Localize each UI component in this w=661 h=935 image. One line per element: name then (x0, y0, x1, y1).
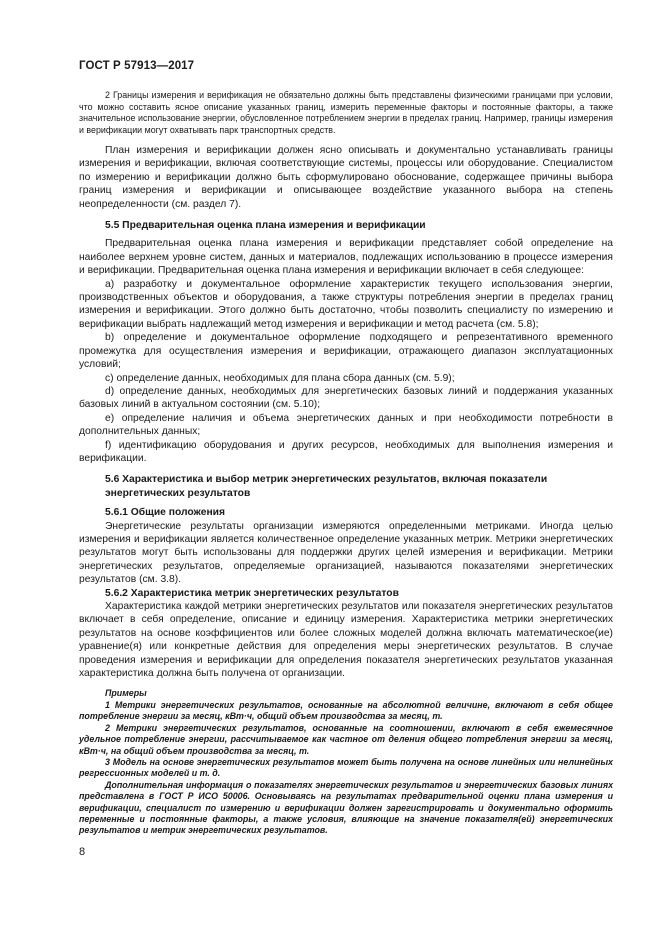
document-id: ГОСТ Р 57913—2017 (79, 60, 195, 72)
additional-info: Дополнительная информация о показателях энергетических результатов и энергетических базовых линиях представлена в ГОСТ Р ИСО 50006. Основываясь на результатах предварительной оценки плана измерения и верификации, специалист по измерению и верификации должен зарегистрировать и документально оформить переменные и постоянные факторы, а также условия, влияющие на значение показателя(ей) энергетических результатов и метрик энергетических результатов. (79, 779, 613, 836)
list-item: b) определение и документальное оформление подходящего и репрезентативного временного промежутка для осуществления измерения и верификации, отражающего диапазон эксплуатационных условий; (79, 332, 613, 371)
example-item: 1 Метрики энергетических результатов, основанные на абсолютной величине, включают в себя общее потребление энергии за месяц, кВт·ч, общий объем производства за месяц, т. (79, 699, 613, 722)
list-item: d) определение данных, необходимых для энергетических базовых линий и поддержания указанных базовых линий в актуальном состоянии (см. 5.10); (79, 385, 613, 411)
list-item: e) определение наличия и объема энергетических данных и при необходимости потребности в дополнительных данных; (79, 412, 613, 438)
list-item: c) определение данных, необходимых для плана сбора данных (см. 5.9); (105, 372, 455, 384)
section-5-5-heading: 5.5 Предварительная оценка плана измерения и верификации (105, 220, 426, 232)
note-2: 2 Границы измерения и верификация не обязательно должны быть представлены физическими границами при условии, что можно составить ясное описание указанных границ, измерить переменные факторы и постоянные факторы, а также значительное использование энергии, обусловленное потреблением энергии в пределах границ. Например, границы измерения и верификации могут охватывать парк транспортных средств. (79, 90, 613, 135)
section-5-6-heading: 5.6 Характеристика и выбор метрик энергетических результатов, включая показатели энергетических результатов (105, 474, 548, 499)
paragraph-plan: План измерения и верификации должен ясно описывать и документально устанавливать границы измерения и верификации, включая соответствующие системы, процессы или оборудование. Специалистом по измерению и верификации должно быть сформулировано обоснование, содержащее причины выбора границ измерения и верификации и описывающее воздействие указанного выбора на степень неопределенности (см. раздел 7). (79, 145, 613, 210)
page-number: 8 (79, 846, 86, 858)
section-5-6-2-text: Характеристика каждой метрики энергетических результатов или показателя энергетических результатов включает в себя определение, описание и единицу измерения. Характеристика метрики энергетических результатов на основе коэффициентов или более сложных моделей должна включать математическое(ие) уравнение(я) или конкретные действия для определения меры энергетических результатов. В случае проведения измерения и верификации для определения показателя энергетических результатов указанная характеристика должна быть получена от организации. (79, 601, 613, 680)
examples-title: Примеры (105, 688, 147, 699)
section-5-6-2-heading: 5.6.2 Характеристика метрик энергетических результатов (105, 587, 399, 599)
section-5-5-intro: Предварительная оценка плана измерения и верификации представляет собой определение на наиболее верхнем уровне систем, данных и материалов, подлежащих использованию в процессе измерения и верификации. Предварительная оценка плана измерения и верификации включает в себя следующее: (79, 238, 613, 277)
section-5-6-1-text: Энергетические результаты организации измеряются определенными метриками. Иногда целью измерения и верификации является количественное определение указанных метрик. Метрики энергетических результатов могут быть использованы для поддержки других целей измерения и верификации. Метрики энергетических результатов, определяемые организацией, называются показателями энергетических результатов (см. 3.8). (79, 520, 613, 586)
list-item: a) разработку и документальное оформление характеристик текущего использования энергии, производственных объектов и оборудования, а также структуры потребления энергии в пределах границ измерения и верификации. Этого должно быть достаточно, чтобы позволить специалисту по измерению и верификации выбрать надлежащий метод измерения и верификации и метод расчета (см. 5.8); (79, 278, 613, 330)
list-item: f) идентификацию оборудования и других ресурсов, необходимых для выполнения измерения и верификации. (79, 439, 613, 464)
example-item: 2 Метрики энергетических результатов, основанные на соотношении, включают в себя ежемесячное удельное потребление энергии, рассчитываемое как частное от деления общего потребления энергии за месяц, кВт·ч, на общий объем производства за месяц, т. (79, 722, 613, 756)
example-item: 3 Модель на основе энергетических результатов может быть получена на основе линейных или нелинейных регрессионных моделей и т. д. (79, 756, 613, 779)
page-content (79, 90, 613, 837)
section-5-6-1-heading: 5.6.1 Общие положения (105, 507, 225, 519)
